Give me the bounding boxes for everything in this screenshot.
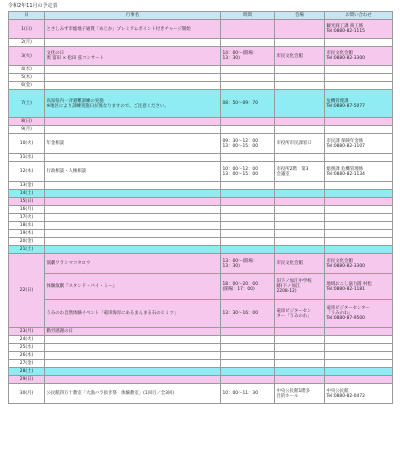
header-event: 行事名 xyxy=(45,12,221,20)
table-row xyxy=(9,47,393,66)
time-cell xyxy=(221,198,275,206)
table-row xyxy=(9,214,393,222)
day-cell: 2(月) xyxy=(9,39,45,47)
time-cell xyxy=(221,336,275,344)
venue-cell xyxy=(275,246,325,254)
contact-cell: 竜串ビジターセンター 「うみのわ」 Tel:0880-87-9500 xyxy=(325,300,393,328)
table-row xyxy=(9,336,393,344)
venue-cell xyxy=(275,344,325,352)
time-cell xyxy=(221,230,275,238)
table-row xyxy=(9,274,393,300)
day-cell: 19(木) xyxy=(9,230,45,238)
time-cell xyxy=(221,66,275,74)
event-cell xyxy=(45,190,221,198)
event-cell xyxy=(45,214,221,222)
table-row xyxy=(9,352,393,360)
venue-cell xyxy=(275,182,325,190)
venue-cell xyxy=(275,328,325,336)
venue-cell xyxy=(275,190,325,198)
contact-cell xyxy=(325,246,393,254)
time-cell xyxy=(221,328,275,336)
table-row xyxy=(9,246,393,254)
day-cell: 11(水) xyxy=(9,154,45,162)
contact-cell xyxy=(325,126,393,134)
time-cell xyxy=(221,154,275,162)
day-cell: 28(土) xyxy=(9,368,45,376)
venue-cell xyxy=(275,90,325,118)
venue-cell xyxy=(275,154,325,162)
table-row xyxy=(9,190,393,198)
time-cell: 14：00～(開場： 13：30) xyxy=(221,47,275,66)
venue-cell: 市役所2階 第3 会議室 xyxy=(275,162,325,182)
event-cell xyxy=(45,154,221,162)
event-cell xyxy=(45,74,221,82)
day-cell: 6(金) xyxy=(9,82,45,90)
table-row xyxy=(9,360,393,368)
time-cell: 08：50～09：70 xyxy=(221,90,275,118)
time-cell xyxy=(221,206,275,214)
venue-cell: 市民文化会館 xyxy=(275,254,325,274)
event-cell: 勤労感謝の日 xyxy=(45,328,221,336)
header-venue: 会場 xyxy=(275,12,325,20)
table-row xyxy=(9,230,393,238)
time-cell xyxy=(221,352,275,360)
day-cell: 16(月) xyxy=(9,206,45,214)
event-cell xyxy=(45,336,221,344)
venue-cell: 竜串ビジターセン ター「うみのわ」 xyxy=(275,300,325,328)
contact-cell: 総務課 危機管理係 Tel:0880-82-1134 xyxy=(325,162,393,182)
time-cell xyxy=(221,190,275,198)
time-cell: 09：30～12：00 13：00～15：00 xyxy=(221,134,275,154)
contact-cell: 市民文化会館 Tel:0880-82-3300 xyxy=(325,47,393,66)
day-cell: 27(金) xyxy=(9,360,45,368)
event-cell: 高知県内一斉避難訓練の実施 ※地区により訓練実施日が異なりますので、ご注意ください。 xyxy=(45,90,221,118)
table-row xyxy=(9,182,393,190)
day-cell: 3(火) xyxy=(9,47,45,66)
contact-cell xyxy=(325,328,393,336)
time-cell: 10：00～12：00 13：00～15：00 xyxy=(221,162,275,182)
event-cell xyxy=(45,66,221,74)
table-row xyxy=(9,90,393,118)
venue-cell xyxy=(275,206,325,214)
day-cell: 13(金) xyxy=(9,182,45,190)
contact-cell xyxy=(325,230,393,238)
event-cell: 文化の日 奥 富田 × 松田 弦コンサート xyxy=(45,47,221,66)
table-row xyxy=(9,82,393,90)
table-row xyxy=(9,118,393,126)
venue-cell xyxy=(275,82,325,90)
table-row xyxy=(9,328,393,336)
venue-cell xyxy=(275,376,325,384)
day-cell: 21(土) xyxy=(9,246,45,254)
time-cell xyxy=(221,222,275,230)
venue-cell: 旧下ノ加江中学校 跡(下ノ加江 2208-12) xyxy=(275,274,325,300)
day-cell: 24(火) xyxy=(9,336,45,344)
table-row xyxy=(9,344,393,352)
day-cell: 30(月) xyxy=(9,384,45,404)
day-cell: 17(火) xyxy=(9,214,45,222)
contact-cell xyxy=(325,352,393,360)
event-cell: 公民館四万十教室「大漁バラ抜き祭 体験教室」(1回目／全3回) xyxy=(45,384,221,404)
day-cell: 1(日) xyxy=(9,20,45,39)
venue-cell xyxy=(275,198,325,206)
venue-cell xyxy=(275,222,325,230)
table-row xyxy=(9,300,393,328)
contact-cell xyxy=(325,206,393,214)
event-cell xyxy=(45,246,221,254)
event-cell: 行政相談・人権相談 xyxy=(45,162,221,182)
day-cell: 14(土) xyxy=(9,190,45,198)
table-row xyxy=(9,134,393,154)
contact-cell xyxy=(325,198,393,206)
venue-cell xyxy=(275,230,325,238)
event-cell xyxy=(45,352,221,360)
venue-cell xyxy=(275,20,325,39)
venue-cell: 市民文化会館 xyxy=(275,47,325,66)
day-cell: 8(日) xyxy=(9,118,45,126)
time-cell: 13：00～(開場： 13：30) xyxy=(221,254,275,274)
day-cell: 12(木) xyxy=(9,162,45,182)
contact-cell: 地域おこし協力隊 村松 Tel:0880-82-1181 xyxy=(325,274,393,300)
event-cell xyxy=(45,344,221,352)
time-cell: 13：30～16：00 xyxy=(221,300,275,328)
time-cell xyxy=(221,238,275,246)
event-cell xyxy=(45,368,221,376)
contact-cell xyxy=(325,360,393,368)
day-cell: 22(日) xyxy=(9,254,45,328)
venue-cell: 市役所市民課窓口 xyxy=(275,134,325,154)
contact-cell: 市民文化会館 Tel:0880-82-3300 xyxy=(325,254,393,274)
table-row xyxy=(9,162,393,182)
event-cell: とさしみず市総地子通貨「めじか」プレミアムポイント付きチャージ開始 xyxy=(45,20,221,39)
table-row xyxy=(9,154,393,162)
venue-cell xyxy=(275,214,325,222)
table-header-row xyxy=(9,12,393,20)
event-cell xyxy=(45,118,221,126)
contact-cell xyxy=(325,336,393,344)
contact-cell xyxy=(325,74,393,82)
contact-cell xyxy=(325,182,393,190)
event-cell: 演劇ワラシマコタロウ xyxy=(45,254,221,274)
day-cell: 18(水) xyxy=(9,222,45,230)
time-cell: 10：00～11：30 xyxy=(221,384,275,404)
contact-cell xyxy=(325,238,393,246)
time-cell xyxy=(221,20,275,39)
venue-cell xyxy=(275,118,325,126)
contact-cell: 観光商工課 商工係 Tel:0880-82-1115 xyxy=(325,20,393,39)
table-row xyxy=(9,222,393,230)
time-cell xyxy=(221,82,275,90)
venue-cell xyxy=(275,336,325,344)
day-cell: 5(木) xyxy=(9,74,45,82)
day-cell: 23(月) xyxy=(9,328,45,336)
table-row xyxy=(9,66,393,74)
table-row xyxy=(9,126,393,134)
contact-cell xyxy=(325,376,393,384)
event-cell xyxy=(45,82,221,90)
venue-cell xyxy=(275,352,325,360)
time-cell xyxy=(221,360,275,368)
time-cell xyxy=(221,344,275,352)
time-cell xyxy=(221,74,275,82)
event-cell xyxy=(45,360,221,368)
schedule-table xyxy=(8,11,393,404)
event-cell: 体験演劇『スタンド・バイ・ミー』 xyxy=(45,274,221,300)
table-row xyxy=(9,368,393,376)
event-cell xyxy=(45,198,221,206)
contact-cell xyxy=(325,368,393,376)
contact-cell xyxy=(325,82,393,90)
contact-cell: 市民課 保険年金係 Tel:0880-82-1107 xyxy=(325,134,393,154)
day-cell: 15(日) xyxy=(9,198,45,206)
event-cell: うみのわ自然体験イベント「竜串海岸にあるまんまる石のヒミツ」 xyxy=(45,300,221,328)
time-cell xyxy=(221,214,275,222)
table-body xyxy=(9,20,393,404)
venue-cell xyxy=(275,368,325,376)
event-cell xyxy=(45,126,221,134)
contact-cell: 中央公民館 Tel:0880-82-0472 xyxy=(325,384,393,404)
table-row xyxy=(9,206,393,214)
table-row xyxy=(9,20,393,39)
venue-cell xyxy=(275,74,325,82)
day-cell: 10(火) xyxy=(9,134,45,154)
event-cell xyxy=(45,182,221,190)
day-cell: 20(金) xyxy=(9,238,45,246)
time-cell xyxy=(221,246,275,254)
venue-cell xyxy=(275,126,325,134)
time-cell xyxy=(221,368,275,376)
event-cell xyxy=(45,238,221,246)
contact-cell xyxy=(325,154,393,162)
venue-cell xyxy=(275,39,325,47)
time-cell xyxy=(221,376,275,384)
venue-cell xyxy=(275,360,325,368)
day-cell: 7(土) xyxy=(9,90,45,118)
contact-cell xyxy=(325,190,393,198)
event-cell: 年金相談 xyxy=(45,134,221,154)
table-row xyxy=(9,376,393,384)
table-row xyxy=(9,238,393,246)
table-row xyxy=(9,39,393,47)
contact-cell xyxy=(325,39,393,47)
event-cell xyxy=(45,222,221,230)
venue-cell xyxy=(275,238,325,246)
day-cell: 9(月) xyxy=(9,126,45,134)
event-cell xyxy=(45,206,221,214)
day-cell: 25(水) xyxy=(9,344,45,352)
header-time: 時間 xyxy=(221,12,275,20)
time-cell xyxy=(221,118,275,126)
event-cell xyxy=(45,39,221,47)
table-row xyxy=(9,74,393,82)
time-cell xyxy=(221,182,275,190)
header-contact: お問い合わせ xyxy=(325,12,393,20)
day-cell: 4(水) xyxy=(9,66,45,74)
event-cell xyxy=(45,230,221,238)
contact-cell: 危機管理課 Tel:0880-87-5077 xyxy=(325,90,393,118)
venue-cell xyxy=(275,66,325,74)
table-row xyxy=(9,198,393,206)
venue-cell: 中央公民館1階多 目的ホール xyxy=(275,384,325,404)
time-cell xyxy=(221,126,275,134)
contact-cell xyxy=(325,66,393,74)
day-cell: 26(木) xyxy=(9,352,45,360)
header-day: 日 xyxy=(9,12,45,20)
table-row xyxy=(9,254,393,274)
contact-cell xyxy=(325,214,393,222)
page-title: 令和2年11月の予定表 xyxy=(8,3,58,9)
event-cell xyxy=(45,376,221,384)
day-cell: 29(日) xyxy=(9,376,45,384)
contact-cell xyxy=(325,344,393,352)
contact-cell xyxy=(325,118,393,126)
time-cell xyxy=(221,39,275,47)
table-row xyxy=(9,384,393,404)
contact-cell xyxy=(325,222,393,230)
time-cell: 18：00～20：00 (開場：17：00) xyxy=(221,274,275,300)
